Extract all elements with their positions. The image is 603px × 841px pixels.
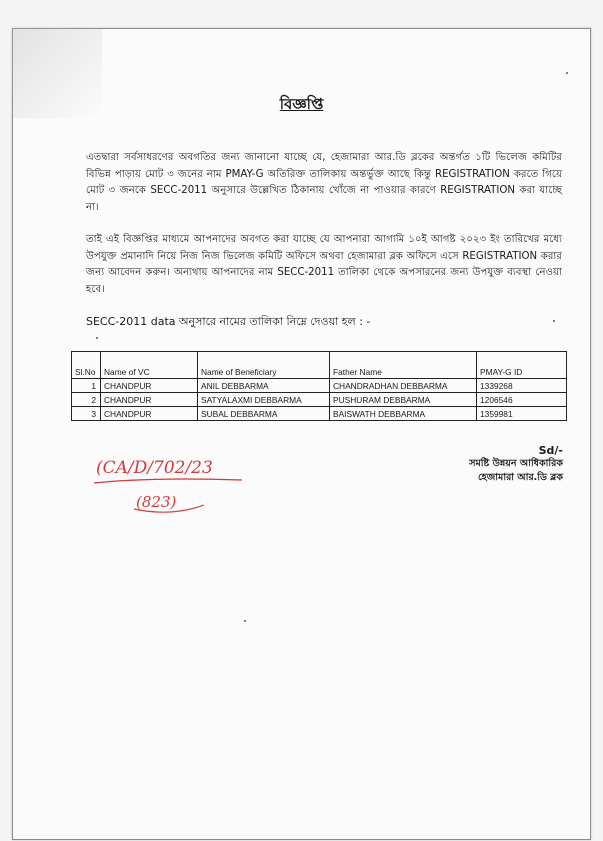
- cell-father-name: BAISWATH DEBBARMA: [330, 407, 477, 421]
- col-pmay-id: PMAY-G ID: [477, 352, 567, 379]
- cell-vc-name: CHANDPUR: [101, 407, 198, 421]
- col-father-name: Father Name: [330, 352, 477, 379]
- col-beneficiary: Name of Beneficiary: [198, 352, 330, 379]
- scan-speck: [96, 337, 98, 339]
- scan-speck: [566, 72, 568, 74]
- cell-beneficiary: ANIL DEBBARMA: [198, 379, 330, 393]
- cell-pmay-id: 1359981: [477, 407, 567, 421]
- cell-beneficiary: SUBAL DEBBARMA: [198, 407, 330, 421]
- table-row: [72, 407, 567, 421]
- notice-paragraph-1: এতদ্বারা সর্বসাধরণের অবগতির জন্য জানানো যাচ্ছে যে, হেজামারা আর.ডি ব্লকের অন্তর্গত ১টি ভিলেজ কমিটির বিভিন্ন পাড়ায় মোট ৩ জনের নাম PMAY-G অতিরিক্ত তালিকায় অন্তর্ভুক্ত আছে কিন্তু REGISTRATION করতে গিয়ে মোট ৩ জনকে SECC-2011 অনুসারে উল্লেখিত ঠিকানায় খোঁজে না পাওয়ার কারণে REGISTRATION করা যাচ্ছে না।: [86, 152, 562, 213]
- table-row: [72, 393, 567, 407]
- handwritten-underline: [94, 479, 242, 483]
- table-row: [72, 379, 567, 393]
- cell-vc-name: CHANDPUR: [101, 393, 198, 407]
- table-intro: SECC-2011 data অনুসারে নামের তালিকা নিম্নে দেওয়া হল : -: [86, 315, 371, 328]
- signature-block: [469, 444, 563, 485]
- cell-beneficiary: SATYALAXMI DEBBARMA: [198, 393, 330, 407]
- notice-paragraph-2: তাই এই বিজ্ঞপ্তির মাধ্যমে আপনাদের অবগত করা যাচ্ছে যে আপনারা আগামি ১০ই আগষ্ট ২০২৩ ইং তারিখের মধ্যে উপযুক্ত প্রমানাদি নিয়ে নিজ নিজ ভিলেজ কমিটি অফিসে অথবা হেজামারা ব্লক অফিসে এসে REGISTRATION করার জন্য আবেদন করুন। অন্যথায় আপনাদের নাম SECC-2011 তালিকা থেকে অপসারনের জন্য উপযুক্ত ব্যবস্থা নেওয়া হবে।: [86, 234, 562, 295]
- beneficiary-table: [71, 351, 567, 421]
- handwritten-ref-number: (CA/D/702/23: [96, 458, 213, 478]
- table-header-row: [72, 352, 567, 379]
- cell-sl-no: 2: [72, 393, 101, 407]
- handwritten-reference: [92, 447, 262, 519]
- cell-sl-no: 1: [72, 379, 101, 393]
- scan-speck: [244, 620, 246, 622]
- col-vc-name: Name of VC: [101, 352, 198, 379]
- signature-sd: Sd/-: [538, 444, 563, 457]
- col-sl-no: Sl.No: [72, 352, 101, 379]
- cell-father-name: PUSHURAM DEBBARMA: [330, 393, 477, 407]
- cell-pmay-id: 1339268: [477, 379, 567, 393]
- cell-pmay-id: 1206546: [477, 393, 567, 407]
- signature-office: হেজামারা আর.ডি ব্লক: [477, 472, 563, 483]
- signature-designation: সমষ্টি উন্নয়ন আধিকারিক: [469, 458, 563, 469]
- handwritten-sub-number: (823): [136, 493, 177, 511]
- scan-speck: [553, 320, 555, 322]
- cell-sl-no: 3: [72, 407, 101, 421]
- cell-vc-name: CHANDPUR: [101, 379, 198, 393]
- cell-father-name: CHANDRADHAN DEBBARMA: [330, 379, 477, 393]
- notice-title: বিজ্ঞপ্তি: [279, 95, 324, 113]
